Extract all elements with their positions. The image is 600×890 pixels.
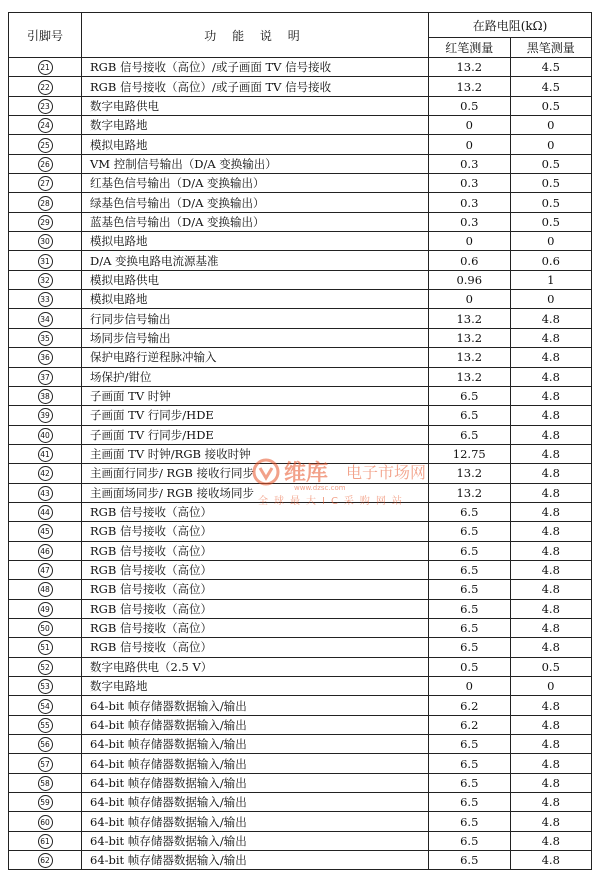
pin-number: 58 (38, 776, 53, 791)
red-probe-value: 0 (429, 116, 511, 135)
black-probe-value: 4.8 (510, 367, 592, 386)
pin-number: 41 (38, 447, 53, 462)
black-probe-header: 黑笔测量 (510, 38, 592, 58)
function-description: 场保护/钳位 (82, 367, 429, 386)
pin-number-cell (9, 560, 82, 579)
pin-number-cell (9, 483, 82, 502)
black-probe-value: 4.8 (510, 502, 592, 521)
black-probe-value: 1 (510, 270, 592, 289)
red-probe-value: 6.2 (429, 715, 511, 734)
black-probe-value: 0 (510, 677, 592, 696)
red-probe-value: 6.2 (429, 696, 511, 715)
pin-number: 35 (38, 331, 53, 346)
pin-number-cell (9, 406, 82, 425)
pin-number-cell (9, 116, 82, 135)
red-probe-value: 0.5 (429, 657, 511, 676)
function-description: 64-bit 帧存储器数据输入/输出 (82, 793, 429, 812)
function-description: RGB 信号接收（高位） (82, 522, 429, 541)
table-row (9, 290, 592, 309)
table-row (9, 193, 592, 212)
black-probe-value: 4.8 (510, 309, 592, 328)
pin-number-cell (9, 677, 82, 696)
function-description: 蓝基色信号输出（D/A 变换输出） (82, 212, 429, 231)
red-probe-value: 6.5 (429, 425, 511, 444)
pin-number: 28 (38, 196, 53, 211)
black-probe-value: 4.8 (510, 851, 592, 870)
pin-number: 48 (38, 582, 53, 597)
function-description: 主画面行同步/ RGB 接收行同步 (82, 464, 429, 483)
red-probe-value: 6.5 (429, 522, 511, 541)
pin-number: 51 (38, 640, 53, 655)
black-probe-value: 4.8 (510, 831, 592, 850)
function-description: 64-bit 帧存储器数据输入/输出 (82, 735, 429, 754)
black-probe-value: 4.8 (510, 696, 592, 715)
function-description: 64-bit 帧存储器数据输入/输出 (82, 851, 429, 870)
table-row (9, 754, 592, 773)
function-description: RGB 信号接收（高位） (82, 541, 429, 560)
function-description: 主画面场同步/ RGB 接收场同步 (82, 483, 429, 502)
pin-number: 38 (38, 389, 53, 404)
black-probe-value: 4.8 (510, 348, 592, 367)
pin-number: 21 (38, 60, 53, 75)
pin-number-cell (9, 425, 82, 444)
pin-number: 36 (38, 350, 53, 365)
red-probe-value: 0 (429, 290, 511, 309)
document-page (8, 12, 592, 870)
pin-number-cell (9, 193, 82, 212)
pin-number-cell (9, 541, 82, 560)
pin-number-cell (9, 754, 82, 773)
table-row (9, 77, 592, 96)
table-row (9, 406, 592, 425)
pin-number-cell (9, 773, 82, 792)
table-row (9, 444, 592, 463)
red-probe-value: 6.5 (429, 618, 511, 637)
pin-number: 33 (38, 292, 53, 307)
function-description: RGB 信号接收（高位） (82, 599, 429, 618)
black-probe-value: 4.8 (510, 464, 592, 483)
pin-number-cell (9, 618, 82, 637)
table-row (9, 251, 592, 270)
pin-number-cell (9, 77, 82, 96)
red-probe-value: 13.2 (429, 348, 511, 367)
function-description: 子画面 TV 行同步/HDE (82, 425, 429, 444)
pin-number: 44 (38, 505, 53, 520)
pin-number: 40 (38, 428, 53, 443)
watermark-brand: 维库 (284, 461, 329, 486)
function-description: 数字电路地 (82, 677, 429, 696)
table-row (9, 425, 592, 444)
black-probe-value: 4.8 (510, 406, 592, 425)
function-description: 行同步信号输出 (82, 309, 429, 328)
red-probe-value: 6.5 (429, 812, 511, 831)
black-probe-value: 4.8 (510, 618, 592, 637)
black-probe-value: 0.5 (510, 212, 592, 231)
function-description: RGB 信号接收（高位）/或子画面 TV 信号接收 (82, 77, 429, 96)
black-probe-value: 4.8 (510, 638, 592, 657)
function-description: 模拟电路地 (82, 232, 429, 251)
pin-number: 45 (38, 524, 53, 539)
watermark-slogan: 全球最大IC采购网站 (258, 496, 408, 507)
black-probe-value: 4.8 (510, 735, 592, 754)
red-probe-value: 13.2 (429, 58, 511, 77)
red-probe-value: 6.5 (429, 406, 511, 425)
table-row (9, 831, 592, 850)
pin-number: 55 (38, 718, 53, 733)
table-row (9, 793, 592, 812)
red-probe-value: 0.6 (429, 251, 511, 270)
black-probe-value: 4.8 (510, 328, 592, 347)
red-probe-value: 13.2 (429, 483, 511, 502)
function-description: 64-bit 帧存储器数据输入/输出 (82, 715, 429, 734)
table-row (9, 212, 592, 231)
pin-number-cell (9, 174, 82, 193)
red-probe-value: 0.3 (429, 154, 511, 173)
table-row (9, 657, 592, 676)
pin-number-cell (9, 232, 82, 251)
table-row (9, 618, 592, 637)
function-description: RGB 信号接收（高位） (82, 618, 429, 637)
black-probe-value: 4.8 (510, 425, 592, 444)
red-probe-value: 6.5 (429, 754, 511, 773)
table-row (9, 174, 592, 193)
black-probe-value: 4.8 (510, 560, 592, 579)
pin-number: 37 (38, 370, 53, 385)
red-probe-value: 0 (429, 677, 511, 696)
pin-number-cell (9, 735, 82, 754)
function-description: RGB 信号接收（高位） (82, 502, 429, 521)
pin-number: 50 (38, 621, 53, 636)
black-probe-value: 0.5 (510, 657, 592, 676)
pin-number: 29 (38, 215, 53, 230)
red-probe-value: 6.5 (429, 793, 511, 812)
function-description: 红基色信号输出（D/A 变换输出） (82, 174, 429, 193)
table-row (9, 541, 592, 560)
function-description: 64-bit 帧存储器数据输入/输出 (82, 773, 429, 792)
table-row (9, 677, 592, 696)
table-row (9, 812, 592, 831)
function-description: 模拟电路地 (82, 135, 429, 154)
red-probe-value: 13.2 (429, 464, 511, 483)
function-description: 绿基色信号输出（D/A 变换输出） (82, 193, 429, 212)
table-row (9, 715, 592, 734)
black-probe-value: 0 (510, 232, 592, 251)
function-description: 数字电路供电 (82, 96, 429, 115)
pin-number-cell (9, 212, 82, 231)
black-probe-value: 4.8 (510, 386, 592, 405)
red-probe-value: 13.2 (429, 309, 511, 328)
red-probe-value: 6.5 (429, 599, 511, 618)
table-row (9, 135, 592, 154)
pin-number-cell (9, 251, 82, 270)
red-probe-value: 0 (429, 232, 511, 251)
resistance-column-header: 在路电阻(kΩ) (429, 13, 592, 38)
function-description: 场同步信号输出 (82, 328, 429, 347)
function-description: 子画面 TV 行同步/HDE (82, 406, 429, 425)
function-description: 保护电路行逆程脉冲输入 (82, 348, 429, 367)
pin-number-cell (9, 58, 82, 77)
table-row (9, 154, 592, 173)
red-probe-value: 6.5 (429, 735, 511, 754)
red-probe-value: 0.3 (429, 174, 511, 193)
pin-number-cell (9, 599, 82, 618)
function-description: RGB 信号接收（高位） (82, 560, 429, 579)
function-description: 数字电路地 (82, 116, 429, 135)
red-probe-value: 6.5 (429, 386, 511, 405)
pin-number-cell (9, 696, 82, 715)
table-row (9, 309, 592, 328)
function-description: 64-bit 帧存储器数据输入/输出 (82, 831, 429, 850)
red-probe-value: 12.75 (429, 444, 511, 463)
table-row (9, 96, 592, 115)
pin-number: 53 (38, 679, 53, 694)
function-description: RGB 信号接收（高位） (82, 580, 429, 599)
pin-number: 57 (38, 757, 53, 772)
table-row (9, 773, 592, 792)
red-probe-value: 6.5 (429, 580, 511, 599)
pin-number-cell (9, 348, 82, 367)
red-probe-value: 6.5 (429, 638, 511, 657)
function-description: 子画面 TV 时钟 (82, 386, 429, 405)
pin-number: 23 (38, 99, 53, 114)
red-probe-value: 6.5 (429, 541, 511, 560)
black-probe-value: 0 (510, 135, 592, 154)
pin-number-cell (9, 135, 82, 154)
table-row (9, 58, 592, 77)
table-row (9, 232, 592, 251)
pin-number: 25 (38, 138, 53, 153)
table-row (9, 696, 592, 715)
function-description: 64-bit 帧存储器数据输入/输出 (82, 812, 429, 831)
black-probe-value: 0.5 (510, 154, 592, 173)
pin-number-cell (9, 638, 82, 657)
table-row (9, 348, 592, 367)
function-description: 数字电路供电（2.5 V） (82, 657, 429, 676)
pin-number-cell (9, 154, 82, 173)
watermark-url: www.dzsc.com (294, 484, 346, 492)
pin-number: 47 (38, 563, 53, 578)
pin-number: 26 (38, 157, 53, 172)
red-probe-value: 0.96 (429, 270, 511, 289)
pin-resistance-table (8, 12, 592, 870)
red-probe-value: 13.2 (429, 77, 511, 96)
black-probe-value: 4.5 (510, 77, 592, 96)
pin-number-cell (9, 464, 82, 483)
pin-number: 61 (38, 834, 53, 849)
black-probe-value: 4.8 (510, 754, 592, 773)
black-probe-value: 4.8 (510, 541, 592, 560)
black-probe-value: 0 (510, 116, 592, 135)
pin-number-cell (9, 502, 82, 521)
pin-number: 27 (38, 176, 53, 191)
pin-number-cell (9, 580, 82, 599)
function-description: 主画面 TV 时钟/RGB 接收时钟 (82, 444, 429, 463)
pin-number: 39 (38, 408, 53, 423)
table-header-row (9, 13, 592, 38)
table-row (9, 851, 592, 870)
black-probe-value: 4.8 (510, 483, 592, 502)
pin-number-cell (9, 522, 82, 541)
red-probe-value: 0.5 (429, 96, 511, 115)
black-probe-value: 4.8 (510, 793, 592, 812)
pin-number: 22 (38, 80, 53, 95)
pin-number: 30 (38, 234, 53, 249)
black-probe-value: 0.5 (510, 193, 592, 212)
pin-number-cell (9, 793, 82, 812)
pin-number-cell (9, 657, 82, 676)
black-probe-value: 0.5 (510, 174, 592, 193)
pin-number-cell (9, 290, 82, 309)
pin-number: 56 (38, 737, 53, 752)
function-description: RGB 信号接收（高位） (82, 638, 429, 657)
black-probe-value: 4.5 (510, 58, 592, 77)
pin-number: 46 (38, 544, 53, 559)
pin-number-cell (9, 444, 82, 463)
pin-number-cell (9, 270, 82, 289)
table-row (9, 386, 592, 405)
black-probe-value: 4.8 (510, 599, 592, 618)
pin-number: 31 (38, 254, 53, 269)
function-description: 64-bit 帧存储器数据输入/输出 (82, 696, 429, 715)
pin-number-cell (9, 328, 82, 347)
pin-number-cell (9, 831, 82, 850)
function-description: 64-bit 帧存储器数据输入/输出 (82, 754, 429, 773)
pin-number: 34 (38, 312, 53, 327)
function-description: RGB 信号接收（高位）/或子画面 TV 信号接收 (82, 58, 429, 77)
pin-number: 32 (38, 273, 53, 288)
red-probe-value: 0.3 (429, 193, 511, 212)
table-row (9, 580, 592, 599)
table-row (9, 599, 592, 618)
black-probe-value: 0.5 (510, 96, 592, 115)
pin-number: 59 (38, 795, 53, 810)
pin-number: 62 (38, 853, 53, 868)
pin-number: 54 (38, 699, 53, 714)
function-column-header: 功 能 说 明 (82, 13, 429, 58)
pin-number-cell (9, 851, 82, 870)
table-row (9, 367, 592, 386)
red-probe-value: 6.5 (429, 502, 511, 521)
function-description: 模拟电路供电 (82, 270, 429, 289)
red-probe-value: 0 (429, 135, 511, 154)
red-probe-value: 6.5 (429, 831, 511, 850)
pin-number: 52 (38, 660, 53, 675)
black-probe-value: 4.8 (510, 444, 592, 463)
pin-number: 43 (38, 486, 53, 501)
table-row (9, 464, 592, 483)
red-probe-value: 13.2 (429, 367, 511, 386)
pin-number-cell (9, 715, 82, 734)
pin-number: 24 (38, 118, 53, 133)
pin-number-cell (9, 96, 82, 115)
black-probe-value: 4.8 (510, 580, 592, 599)
table-row (9, 328, 592, 347)
table-row (9, 502, 592, 521)
table-row (9, 116, 592, 135)
function-description: D/A 变换电路电流源基准 (82, 251, 429, 270)
pin-number-cell (9, 386, 82, 405)
pin-column-header: 引脚号 (9, 13, 82, 58)
black-probe-value: 4.8 (510, 812, 592, 831)
table-row (9, 560, 592, 579)
red-probe-value: 6.5 (429, 560, 511, 579)
table-row (9, 522, 592, 541)
pin-number-cell (9, 812, 82, 831)
table-row (9, 638, 592, 657)
table-row (9, 735, 592, 754)
red-probe-header: 红笔测量 (429, 38, 511, 58)
table-row (9, 270, 592, 289)
watermark-subtitle: 电子市场网 (346, 463, 427, 482)
red-probe-value: 0.3 (429, 212, 511, 231)
function-description: 模拟电路地 (82, 290, 429, 309)
pin-number-cell (9, 309, 82, 328)
black-probe-value: 4.8 (510, 522, 592, 541)
black-probe-value: 0 (510, 290, 592, 309)
red-probe-value: 6.5 (429, 773, 511, 792)
red-probe-value: 13.2 (429, 328, 511, 347)
pin-number: 60 (38, 815, 53, 830)
black-probe-value: 4.8 (510, 715, 592, 734)
pin-number-cell (9, 367, 82, 386)
table-body (9, 58, 592, 870)
table-row (9, 483, 592, 502)
pin-number: 42 (38, 466, 53, 481)
black-probe-value: 0.6 (510, 251, 592, 270)
black-probe-value: 4.8 (510, 773, 592, 792)
red-probe-value: 6.5 (429, 851, 511, 870)
function-description: VM 控制信号输出（D/A 变换输出） (82, 154, 429, 173)
pin-number: 49 (38, 602, 53, 617)
